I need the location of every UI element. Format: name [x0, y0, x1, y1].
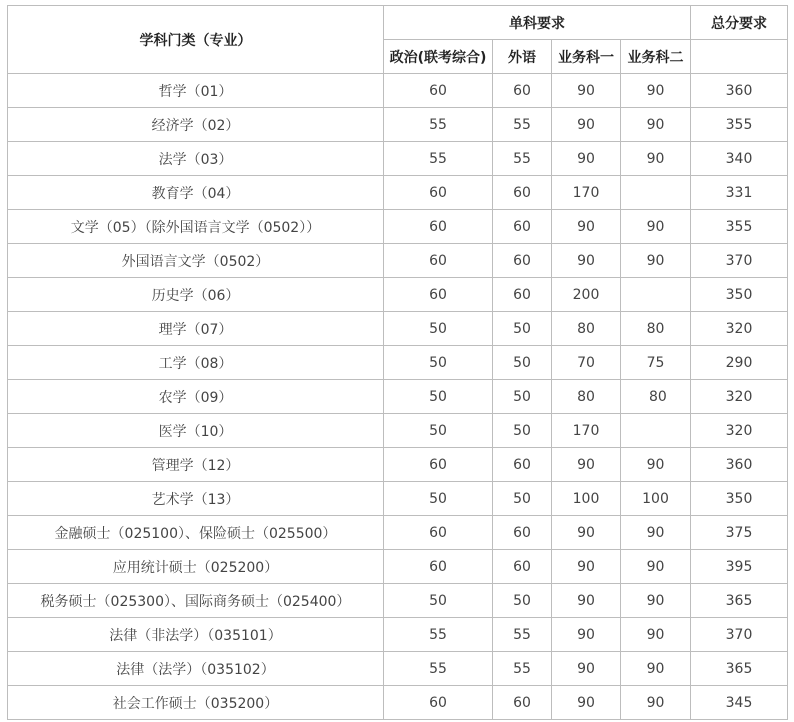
table-row [8, 652, 788, 686]
cell-foreign-language: 55 [493, 108, 552, 142]
table-row [8, 108, 788, 142]
header-single-subject: 单科要求 [384, 6, 691, 40]
table-row [8, 244, 788, 278]
cell-subject-two: 90 [621, 550, 691, 584]
cell-category: 哲学（01） [8, 74, 384, 108]
cell-subject-two: 90 [621, 210, 691, 244]
cell-subject-two: 100 [621, 482, 691, 516]
cell-total: 320 [691, 380, 788, 414]
cell-category: 历史学（06） [8, 278, 384, 312]
table-row [8, 380, 788, 414]
table-row [8, 550, 788, 584]
cell-subject-two: 90 [621, 448, 691, 482]
cell-total: 375 [691, 516, 788, 550]
cell-total: 320 [691, 312, 788, 346]
cell-subject-one: 90 [552, 108, 621, 142]
cell-category: 管理学（12） [8, 448, 384, 482]
cell-subject-one: 90 [552, 550, 621, 584]
table-row [8, 482, 788, 516]
table-row [8, 686, 788, 720]
cell-foreign-language: 60 [493, 244, 552, 278]
cell-foreign-language: 60 [493, 176, 552, 210]
cell-category: 艺术学（13） [8, 482, 384, 516]
cell-politics: 55 [384, 142, 493, 176]
cell-total: 360 [691, 74, 788, 108]
cell-category: 教育学（04） [8, 176, 384, 210]
cell-subject-one: 90 [552, 244, 621, 278]
table-row [8, 312, 788, 346]
table-row [8, 618, 788, 652]
cell-subject-one: 90 [552, 210, 621, 244]
cell-total: 340 [691, 142, 788, 176]
cell-total: 355 [691, 210, 788, 244]
table-row [8, 74, 788, 108]
cell-foreign-language: 60 [493, 448, 552, 482]
cell-foreign-language: 50 [493, 414, 552, 448]
cell-subject-one: 80 [552, 312, 621, 346]
header-foreign-language: 外语 [493, 40, 552, 74]
cell-total: 331 [691, 176, 788, 210]
table-row [8, 516, 788, 550]
cell-total: 365 [691, 584, 788, 618]
cell-subject-one: 170 [552, 414, 621, 448]
cell-subject-two: 90 [621, 618, 691, 652]
cell-subject-one: 100 [552, 482, 621, 516]
cell-politics: 60 [384, 210, 493, 244]
cell-politics: 55 [384, 652, 493, 686]
cell-foreign-language: 60 [493, 74, 552, 108]
cell-subject-one: 200 [552, 278, 621, 312]
cell-category: 税务硕士（025300）、国际商务硕士（025400） [8, 584, 384, 618]
cell-subject-one: 90 [552, 142, 621, 176]
table-row [8, 210, 788, 244]
cell-politics: 60 [384, 550, 493, 584]
cell-total: 370 [691, 618, 788, 652]
cell-subject-one: 80 [552, 380, 621, 414]
cell-politics: 50 [384, 312, 493, 346]
header-politics: 政治(联考综合) [384, 40, 493, 74]
cell-foreign-language: 50 [493, 346, 552, 380]
table-row [8, 584, 788, 618]
cell-politics: 60 [384, 516, 493, 550]
cell-subject-two [621, 414, 691, 448]
cell-politics: 60 [384, 176, 493, 210]
cell-category: 法律（法学）（035102） [8, 652, 384, 686]
cell-total: 345 [691, 686, 788, 720]
cell-subject-one: 90 [552, 448, 621, 482]
cell-politics: 50 [384, 482, 493, 516]
cell-foreign-language: 60 [493, 550, 552, 584]
cell-politics: 55 [384, 108, 493, 142]
cell-politics: 50 [384, 380, 493, 414]
cell-subject-two: 75 [621, 346, 691, 380]
table-row [8, 448, 788, 482]
cell-category: 法学（03） [8, 142, 384, 176]
cell-politics: 60 [384, 74, 493, 108]
cell-politics: 60 [384, 244, 493, 278]
cell-foreign-language: 60 [493, 210, 552, 244]
cell-subject-two [621, 176, 691, 210]
cell-subject-two: 90 [621, 142, 691, 176]
cell-foreign-language: 50 [493, 482, 552, 516]
cell-category: 金融硕士（025100）、保险硕士（025500） [8, 516, 384, 550]
cell-subject-one: 70 [552, 346, 621, 380]
table-row [8, 414, 788, 448]
cell-subject-two: 90 [621, 108, 691, 142]
cell-politics: 60 [384, 448, 493, 482]
cell-total: 355 [691, 108, 788, 142]
cell-subject-two: 90 [621, 686, 691, 720]
cell-foreign-language: 60 [493, 686, 552, 720]
cell-total: 350 [691, 482, 788, 516]
cell-category: 应用统计硕士（025200） [8, 550, 384, 584]
table-row [8, 346, 788, 380]
cell-category: 文学（05）（除外国语言文学（0502）） [8, 210, 384, 244]
cell-category: 法律（非法学）（035101） [8, 618, 384, 652]
cell-subject-one: 90 [552, 686, 621, 720]
cell-category: 工学（08） [8, 346, 384, 380]
table-row [8, 142, 788, 176]
table-body [8, 74, 788, 720]
header-category: 学科门类（专业） [8, 6, 384, 74]
cell-subject-one: 90 [552, 516, 621, 550]
cell-category: 农学（09） [8, 380, 384, 414]
cell-politics: 50 [384, 414, 493, 448]
cell-total: 290 [691, 346, 788, 380]
cell-politics: 50 [384, 584, 493, 618]
cell-subject-two: 80 [621, 312, 691, 346]
cell-foreign-language: 55 [493, 142, 552, 176]
cell-politics: 60 [384, 686, 493, 720]
score-requirements-table [7, 5, 788, 720]
cell-category: 经济学（02） [8, 108, 384, 142]
header-subject-two: 业务科二 [621, 40, 691, 74]
cell-subject-two: 90 [621, 516, 691, 550]
cell-foreign-language: 55 [493, 652, 552, 686]
cell-total: 370 [691, 244, 788, 278]
cell-subject-one: 90 [552, 652, 621, 686]
cell-foreign-language: 50 [493, 584, 552, 618]
cell-category: 医学（10） [8, 414, 384, 448]
cell-politics: 55 [384, 618, 493, 652]
cell-subject-two: 80 [621, 380, 691, 414]
cell-total: 395 [691, 550, 788, 584]
cell-total: 350 [691, 278, 788, 312]
cell-foreign-language: 55 [493, 618, 552, 652]
header-total-blank [691, 40, 788, 74]
cell-subject-two: 90 [621, 584, 691, 618]
cell-category: 社会工作硕士（035200） [8, 686, 384, 720]
cell-subject-one: 90 [552, 618, 621, 652]
cell-politics: 60 [384, 278, 493, 312]
header-subject-one: 业务科一 [552, 40, 621, 74]
cell-subject-two: 90 [621, 244, 691, 278]
cell-subject-one: 170 [552, 176, 621, 210]
cell-foreign-language: 60 [493, 516, 552, 550]
cell-subject-one: 90 [552, 584, 621, 618]
cell-subject-two [621, 278, 691, 312]
cell-total: 360 [691, 448, 788, 482]
table-row [8, 278, 788, 312]
cell-subject-two: 90 [621, 652, 691, 686]
cell-subject-two: 90 [621, 74, 691, 108]
cell-total: 320 [691, 414, 788, 448]
cell-foreign-language: 60 [493, 278, 552, 312]
cell-foreign-language: 50 [493, 312, 552, 346]
cell-foreign-language: 50 [493, 380, 552, 414]
table-row [8, 176, 788, 210]
cell-politics: 50 [384, 346, 493, 380]
cell-subject-one: 90 [552, 74, 621, 108]
cell-total: 365 [691, 652, 788, 686]
cell-category: 理学（07） [8, 312, 384, 346]
header-total: 总分要求 [691, 6, 788, 40]
cell-category: 外国语言文学（0502） [8, 244, 384, 278]
header-row-1 [8, 6, 788, 40]
